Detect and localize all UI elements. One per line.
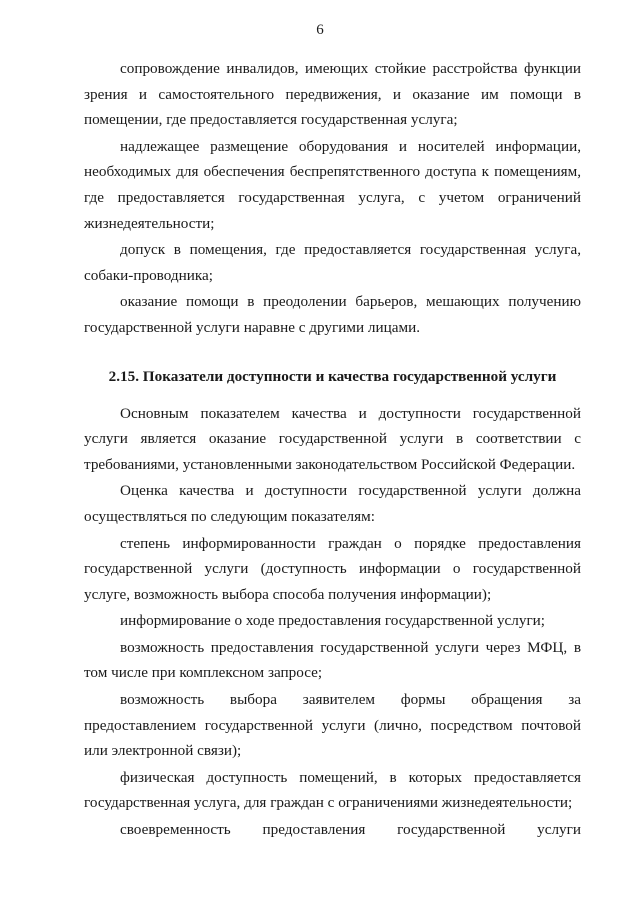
paragraph: Оценка качества и доступности государственной услуги должна осуществляться по следующим показателям: xyxy=(84,482,581,525)
paragraph: степень информированности граждан о порядке предоставления государственной услуги (доступность информации о государственной услуге, возможность выбора способа получения информации); xyxy=(84,534,581,603)
paragraph: физическая доступность помещений, в которых предоставляется государственная услуга, для граждан с ограничениями жизнедеятельности; xyxy=(84,768,581,812)
paragraph: своевременность предоставления государственной услуги xyxy=(120,821,581,839)
paragraph: допуск в помещения, где предоставляется государственная услуга, собаки-проводника; xyxy=(84,241,581,284)
section-heading: 2.15. Показатели доступности и качества государственной услуги xyxy=(108,367,557,385)
paragraph: надлежащее размещение оборудования и носителей информации, необходимых для обеспечения беспрепятственного доступа к помещениям, где предоставляется государственная услуга, с учетом ограничений жизнедеятельности; xyxy=(84,137,581,232)
paragraph: возможность выбора заявителем формы обращения за предоставлением государственной услуги (лично, посредством почтовой или электронной связи); xyxy=(84,691,581,760)
document-body xyxy=(84,56,581,843)
page-number: 6 xyxy=(316,22,324,38)
paragraph: оказание помощи в преодолении барьеров, мешающих получению государственной услуги наравне с другими лицами. xyxy=(84,293,581,336)
paragraph: возможность предоставления государственной услуги через МФЦ, в том числе при комплексном запросе; xyxy=(84,638,581,682)
paragraph: информирование о ходе предоставления государственной услуги; xyxy=(120,612,546,630)
paragraph: Основным показателем качества и доступности государственной услуги является оказание государственной услуги в соответствии с требованиями, установленными законодательством Российской Федерации. xyxy=(84,404,581,473)
paragraph: сопровождение инвалидов, имеющих стойкие расстройства функции зрения и самостоятельного передвижения, и оказание им помощи в помещении, где предоставляется государственная услуга; xyxy=(84,60,581,129)
